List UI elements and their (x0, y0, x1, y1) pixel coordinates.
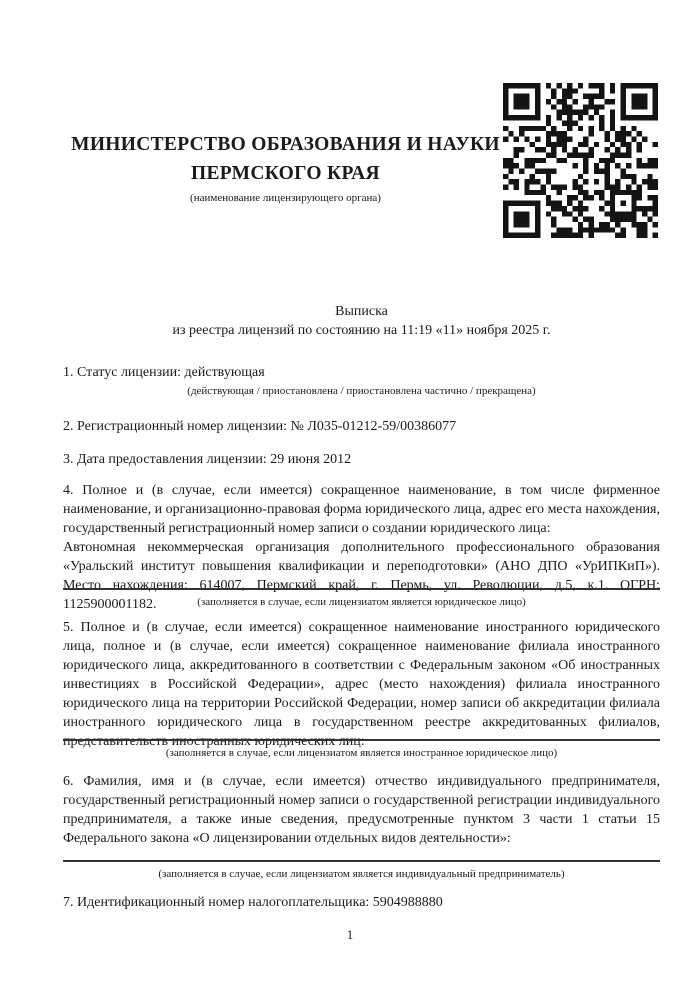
legal-entity-fill-rule (63, 588, 660, 611)
license-status-line: 1. Статус лицензии: действующая (63, 365, 265, 380)
qr-code-image (503, 83, 658, 238)
document-title (63, 302, 660, 340)
license-grant-date-line: 3. Дата предоставления лицензии: 29 июня 2012 (63, 452, 352, 467)
foreign-entity-fill-rule (63, 739, 660, 762)
foreign-entity-label: 5. Полное и (в случае, если имеется) сокращенное наименование иностранного юридического лица, полное и (в случае, если имеется) сокращенное наименование филиала иностранного юридического лица, аккредитованного в соответствии с Федеральным законом «Об иностранных инвестициях в Российской Федерации», адрес (место нахождения) филиала иностранного юридического лица на территории Российской Федерации, номер записи об аккредитации филиала иностранного юридического лица в государственном реестре аккредитованных филиалов, представительств иностранных юридических лиц: (63, 620, 660, 749)
entrepreneur-fill-caption: (заполняется в случае, если лицензиатом является индивидуальный предприниматель) (158, 868, 565, 880)
registration-number-line: 2. Регистрационный номер лицензии: № Л035-01212-59/00386077 (63, 419, 457, 434)
qr-code (503, 83, 658, 238)
legal-entity-fill-caption: (заполняется в случае, если лицензиатом является юридическое лицо) (197, 596, 526, 608)
page-number: 1 (346, 927, 354, 942)
legal-entity-label: 4. Полное и (в случае, если имеется) сокращенное наименование, в том числе фирменное наименование, и организационно-правовая форма юридического лица, адрес его места нахождения, государственный регистрационный номер записи о создании юридического лица: (63, 483, 660, 536)
entrepreneur-label: 6. Фамилия, имя и (в случае, если имеется) отчество индивидуального предпринимателя, государственный регистрационный номер записи о государственной регистрации индивидуального предпринимателя, а также иные сведения, предусмотренные пунктом 3 части 1 статьи 15 Федерального закона «О лицензировании отдельных видов деятельности»: (63, 774, 660, 846)
title-line1: Выписка (335, 304, 388, 319)
legal-entity-value: Автономная некоммерческая организация дополнительного профессионального образования «Уральский институт повышения квалификации и переподготовки» (АНО ДПО «УрИПКиП»). Место нахождения: 614007, Пермский край, г. Пермь, ул. Революции, д.5, к.1. ОГРН: 1125900001182. (63, 540, 660, 612)
title-line2: из реестра лицензий по состоянию на 11:19 «11» ноября 2025 г. (172, 323, 551, 338)
taxpayer-number-line: 7. Идентификационный номер налогоплательщика: 5904988880 (63, 895, 443, 910)
entrepreneur-fill-rule (63, 860, 660, 883)
ministry-name-line2: ПЕРМСКОГО КРАЯ (191, 163, 380, 184)
licensing-authority-header (63, 130, 508, 205)
authority-caption: (наименование лицензирующего органа) (190, 192, 381, 204)
ministry-name-line1: МИНИСТЕРСТВО ОБРАЗОВАНИЯ И НАУКИ (71, 134, 500, 155)
foreign-entity-fill-caption: (заполняется в случае, если лицензиатом является иностранное юридическое лицо) (165, 747, 558, 759)
license-status-options-caption: (действующая / приостановлена / приостановлена частично / прекращена) (187, 385, 536, 397)
